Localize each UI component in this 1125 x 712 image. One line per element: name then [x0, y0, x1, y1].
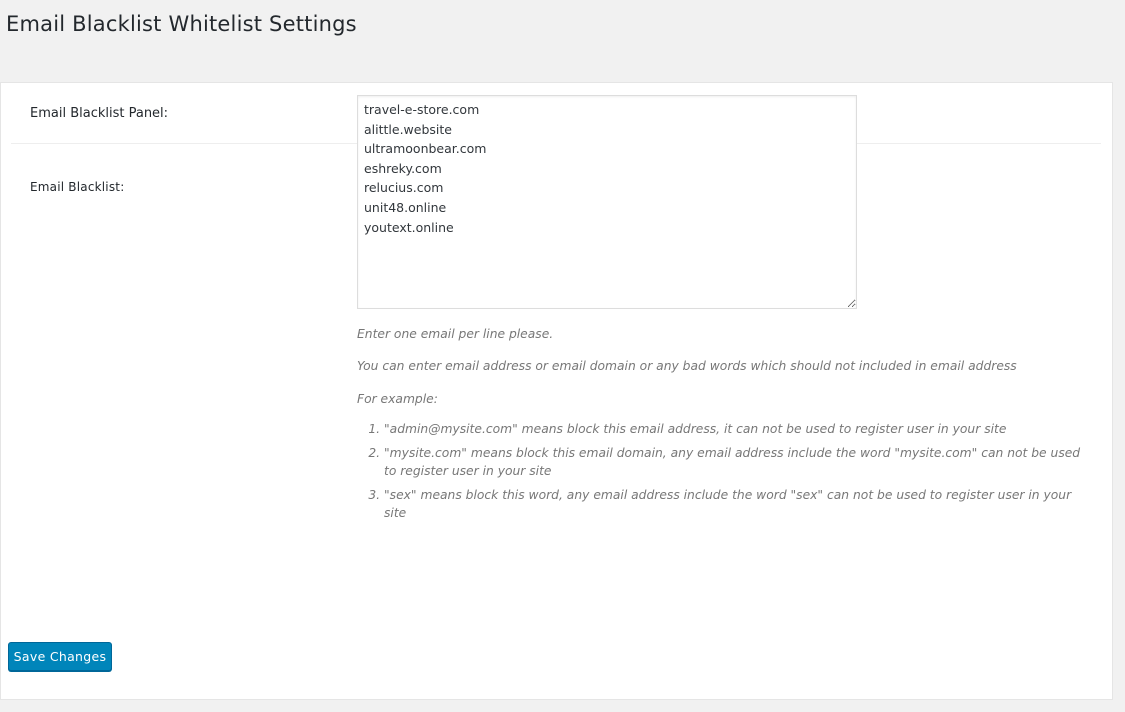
help-one-per-line: Enter one email per line please.: [357, 327, 554, 341]
email-blacklist-textarea[interactable]: [357, 95, 857, 309]
email-blacklist-label: Email Blacklist:: [30, 180, 125, 194]
help-for-example: For example:: [357, 392, 438, 406]
save-changes-button[interactable]: Save Changes: [8, 642, 112, 671]
email-blacklist-field-wrap: [357, 95, 857, 309]
examples-list: [357, 420, 1084, 528]
panel-heading: Email Blacklist Panel:: [30, 106, 169, 121]
example-item-domain: 2. "mysite.com" means block this email domain, any email address include the word "mysite.com" can not be used to register user in your site: [384, 444, 1084, 480]
example-item-word: 3. "sex" means block this word, any email address include the word "sex" can not be used to register user in your site: [384, 486, 1084, 522]
help-entry-types: You can enter email address or email domain or any bad words which should not included in email address: [357, 359, 1017, 373]
example-item-address: 1. "admin@mysite.com" means block this email address, it can not be used to register user in your site: [384, 420, 1084, 438]
page-title: Email Blacklist Whitelist Settings: [6, 12, 357, 36]
